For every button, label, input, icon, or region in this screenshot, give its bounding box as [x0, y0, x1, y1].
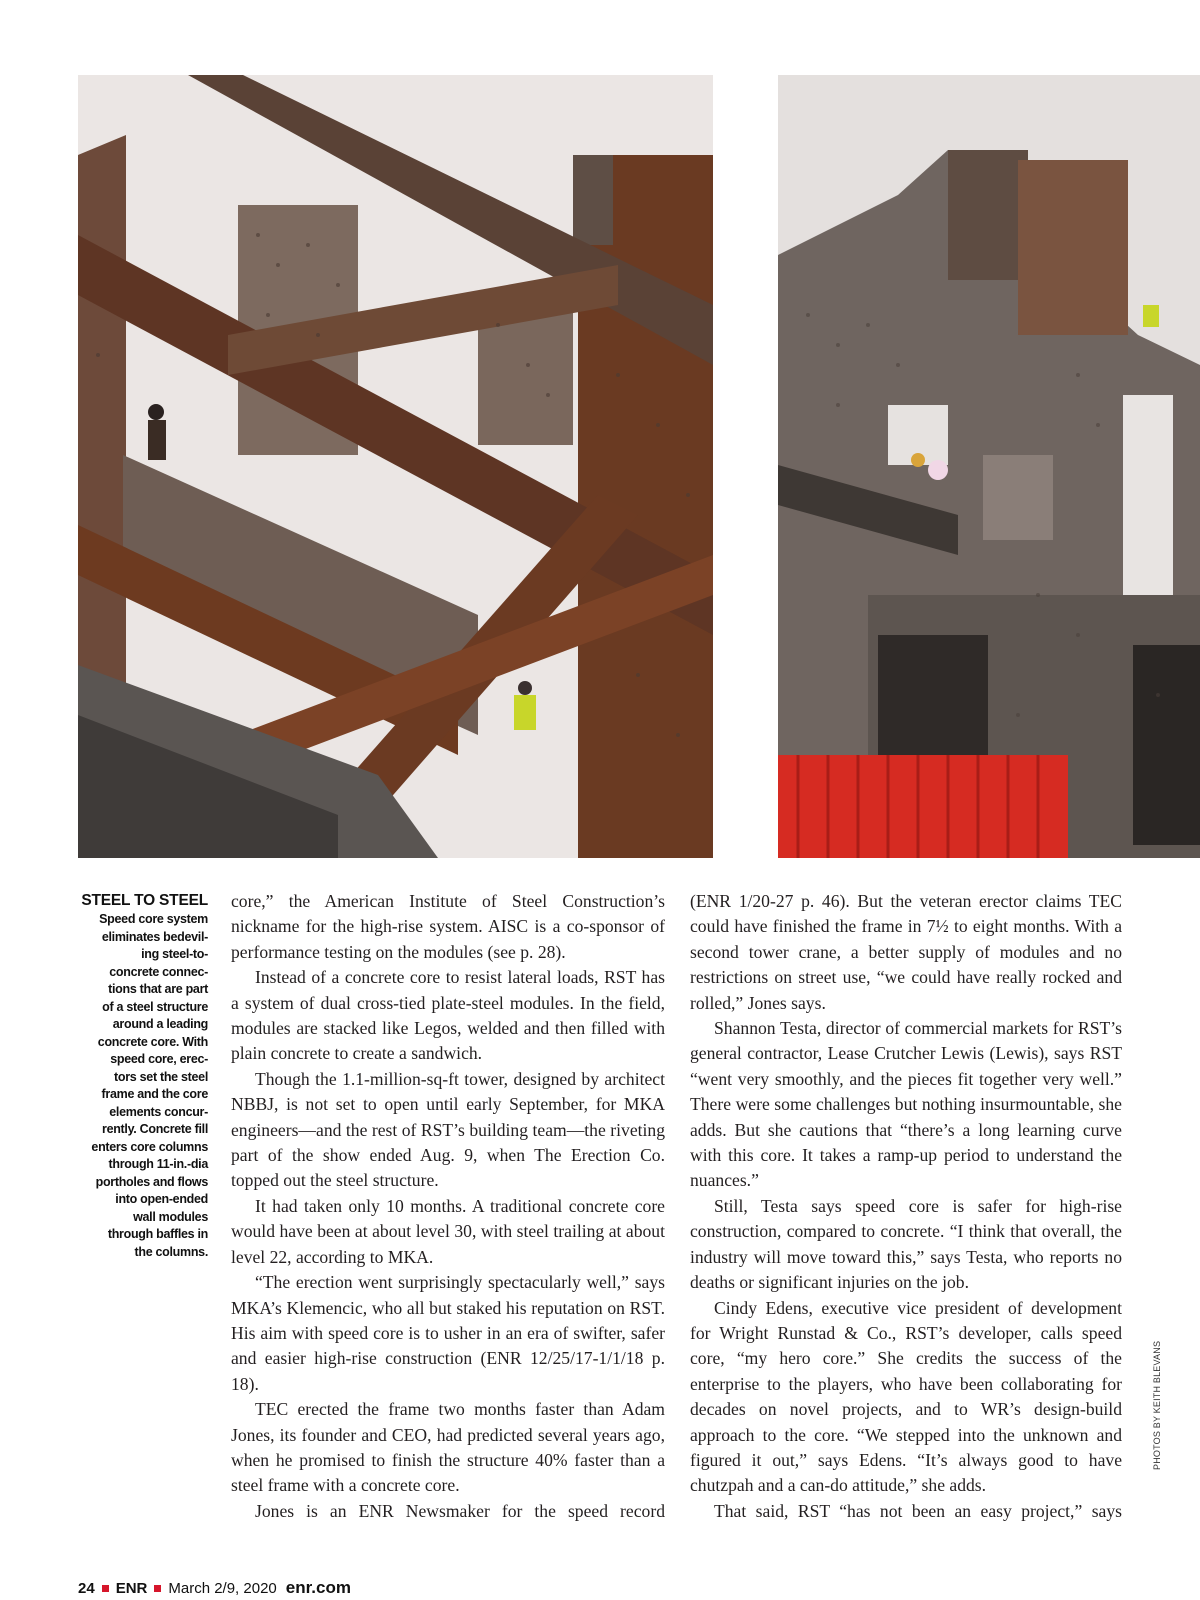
paragraph: That said, RST “has not been an easy project,” says	[714, 1500, 1122, 1521]
photo-caption	[78, 892, 208, 1261]
separator-square-icon	[154, 1585, 161, 1592]
paragraph: Jones is an ENR Newsmaker for the speed record	[255, 1500, 665, 1521]
photo-core-modules-right	[778, 75, 1200, 858]
caption-heading: STEEL TO STEEL	[81, 892, 208, 909]
paragraph: It had taken only 10 months. A traditional concrete core would have been at about level 30, with steel trailing at about level 22, according to MKA.	[231, 1195, 665, 1267]
article-column-1	[231, 889, 665, 1524]
separator-square-icon	[102, 1585, 109, 1592]
website-link[interactable]: enr.com	[285, 1578, 351, 1597]
paragraph: “The erection went surprisingly spectacularly well,” says MKA’s Klemencic, who all but staked his reputation on RST. His aim with speed core is to usher in an era of swifter, safer and easier high-rise construction (ENR 12/25/17-1/1/18 p. 18).	[231, 1272, 665, 1394]
page-footer	[78, 1578, 351, 1598]
paragraph: Shannon Testa, director of commercial markets for RST’s general contractor, Lease Crutcher Lewis (Lewis), says RST “went very smoothly, and the pieces fit together very well.” There were some challenges but nothing insurmountable, she adds. But she cautions that “there’s a long learning curve with this core. It takes a ramp-up period to understand the nuances.”	[690, 1018, 1122, 1191]
caption-body: Speed core system eliminates bedevil- ing steel-to- concrete connec- tions that are part of a steel structure around a leading concrete core. With speed core, erec- tors set the steel frame and the core elements concur- rently. Concrete fill enters core columns through 11-in.-dia portholes and flows into open-ended wall modules through baffles in the columns.	[91, 912, 208, 1259]
paragraph: Though the 1.1-million-sq-ft tower, designed by architect NBBJ, is not set to open until early September, for MKA engineers—and the rest of RST’s building team—the riveting part of the show ended Aug. 9, when The Erection Co. topped out the steel structure.	[231, 1068, 665, 1191]
page-number: 24	[78, 1579, 95, 1597]
photo-credit: PHOTOS BY KEITH BLEVANS	[1152, 1340, 1162, 1470]
paragraph: Instead of a concrete core to resist lateral loads, RST has a system of dual cross-tied plate-steel modules. In the field, modules are stacked like Legos, welded and then filled with plain concrete to create a sandwich.	[231, 967, 665, 1064]
magazine-name: ENR	[115, 1579, 148, 1597]
paragraph: (ENR 1/20-27 p. 46). But the veteran erector claims TEC could have finished the frame in 7½ to eight months. With a second tower crane, a better supply of modules and no restrictions on street use, “we could have really rocked and rolled,” Jones says.	[690, 891, 1122, 1013]
paragraph: Cindy Edens, executive vice president of development for Wright Runstad & Co., RST’s developer, calls speed core, “my hero core.” She credits the success of the enterprise to the players, who have been collaborating for decades on novel projects, and to WR’s design-build approach to the core. “We stepped into the unknown and figured it out,” says Edens. “It’s always good to have chutzpah and a can-do attitude,” she adds.	[690, 1297, 1122, 1496]
photo-steel-frame-left	[78, 75, 713, 858]
paragraph: TEC erected the frame two months faster than Adam Jones, its founder and CEO, had predicted several years ago, when he promised to finish the structure 40% faster than a steel frame with a concrete core.	[231, 1399, 665, 1496]
article-column-2	[690, 889, 1122, 1524]
paragraph: core,” the American Institute of Steel Construction’s nickname for the high-rise system. AISC is a co-sponsor of performance testing on the modules (see p. 28).	[231, 891, 665, 962]
paragraph: Still, Testa says speed core is safer for high-rise construction, compared to concrete. “I think that overall, the industry will move toward this,” says Testa, who reports no deaths or significant injuries on the job.	[690, 1195, 1122, 1293]
issue-date: March 2/9, 2020	[168, 1579, 277, 1597]
